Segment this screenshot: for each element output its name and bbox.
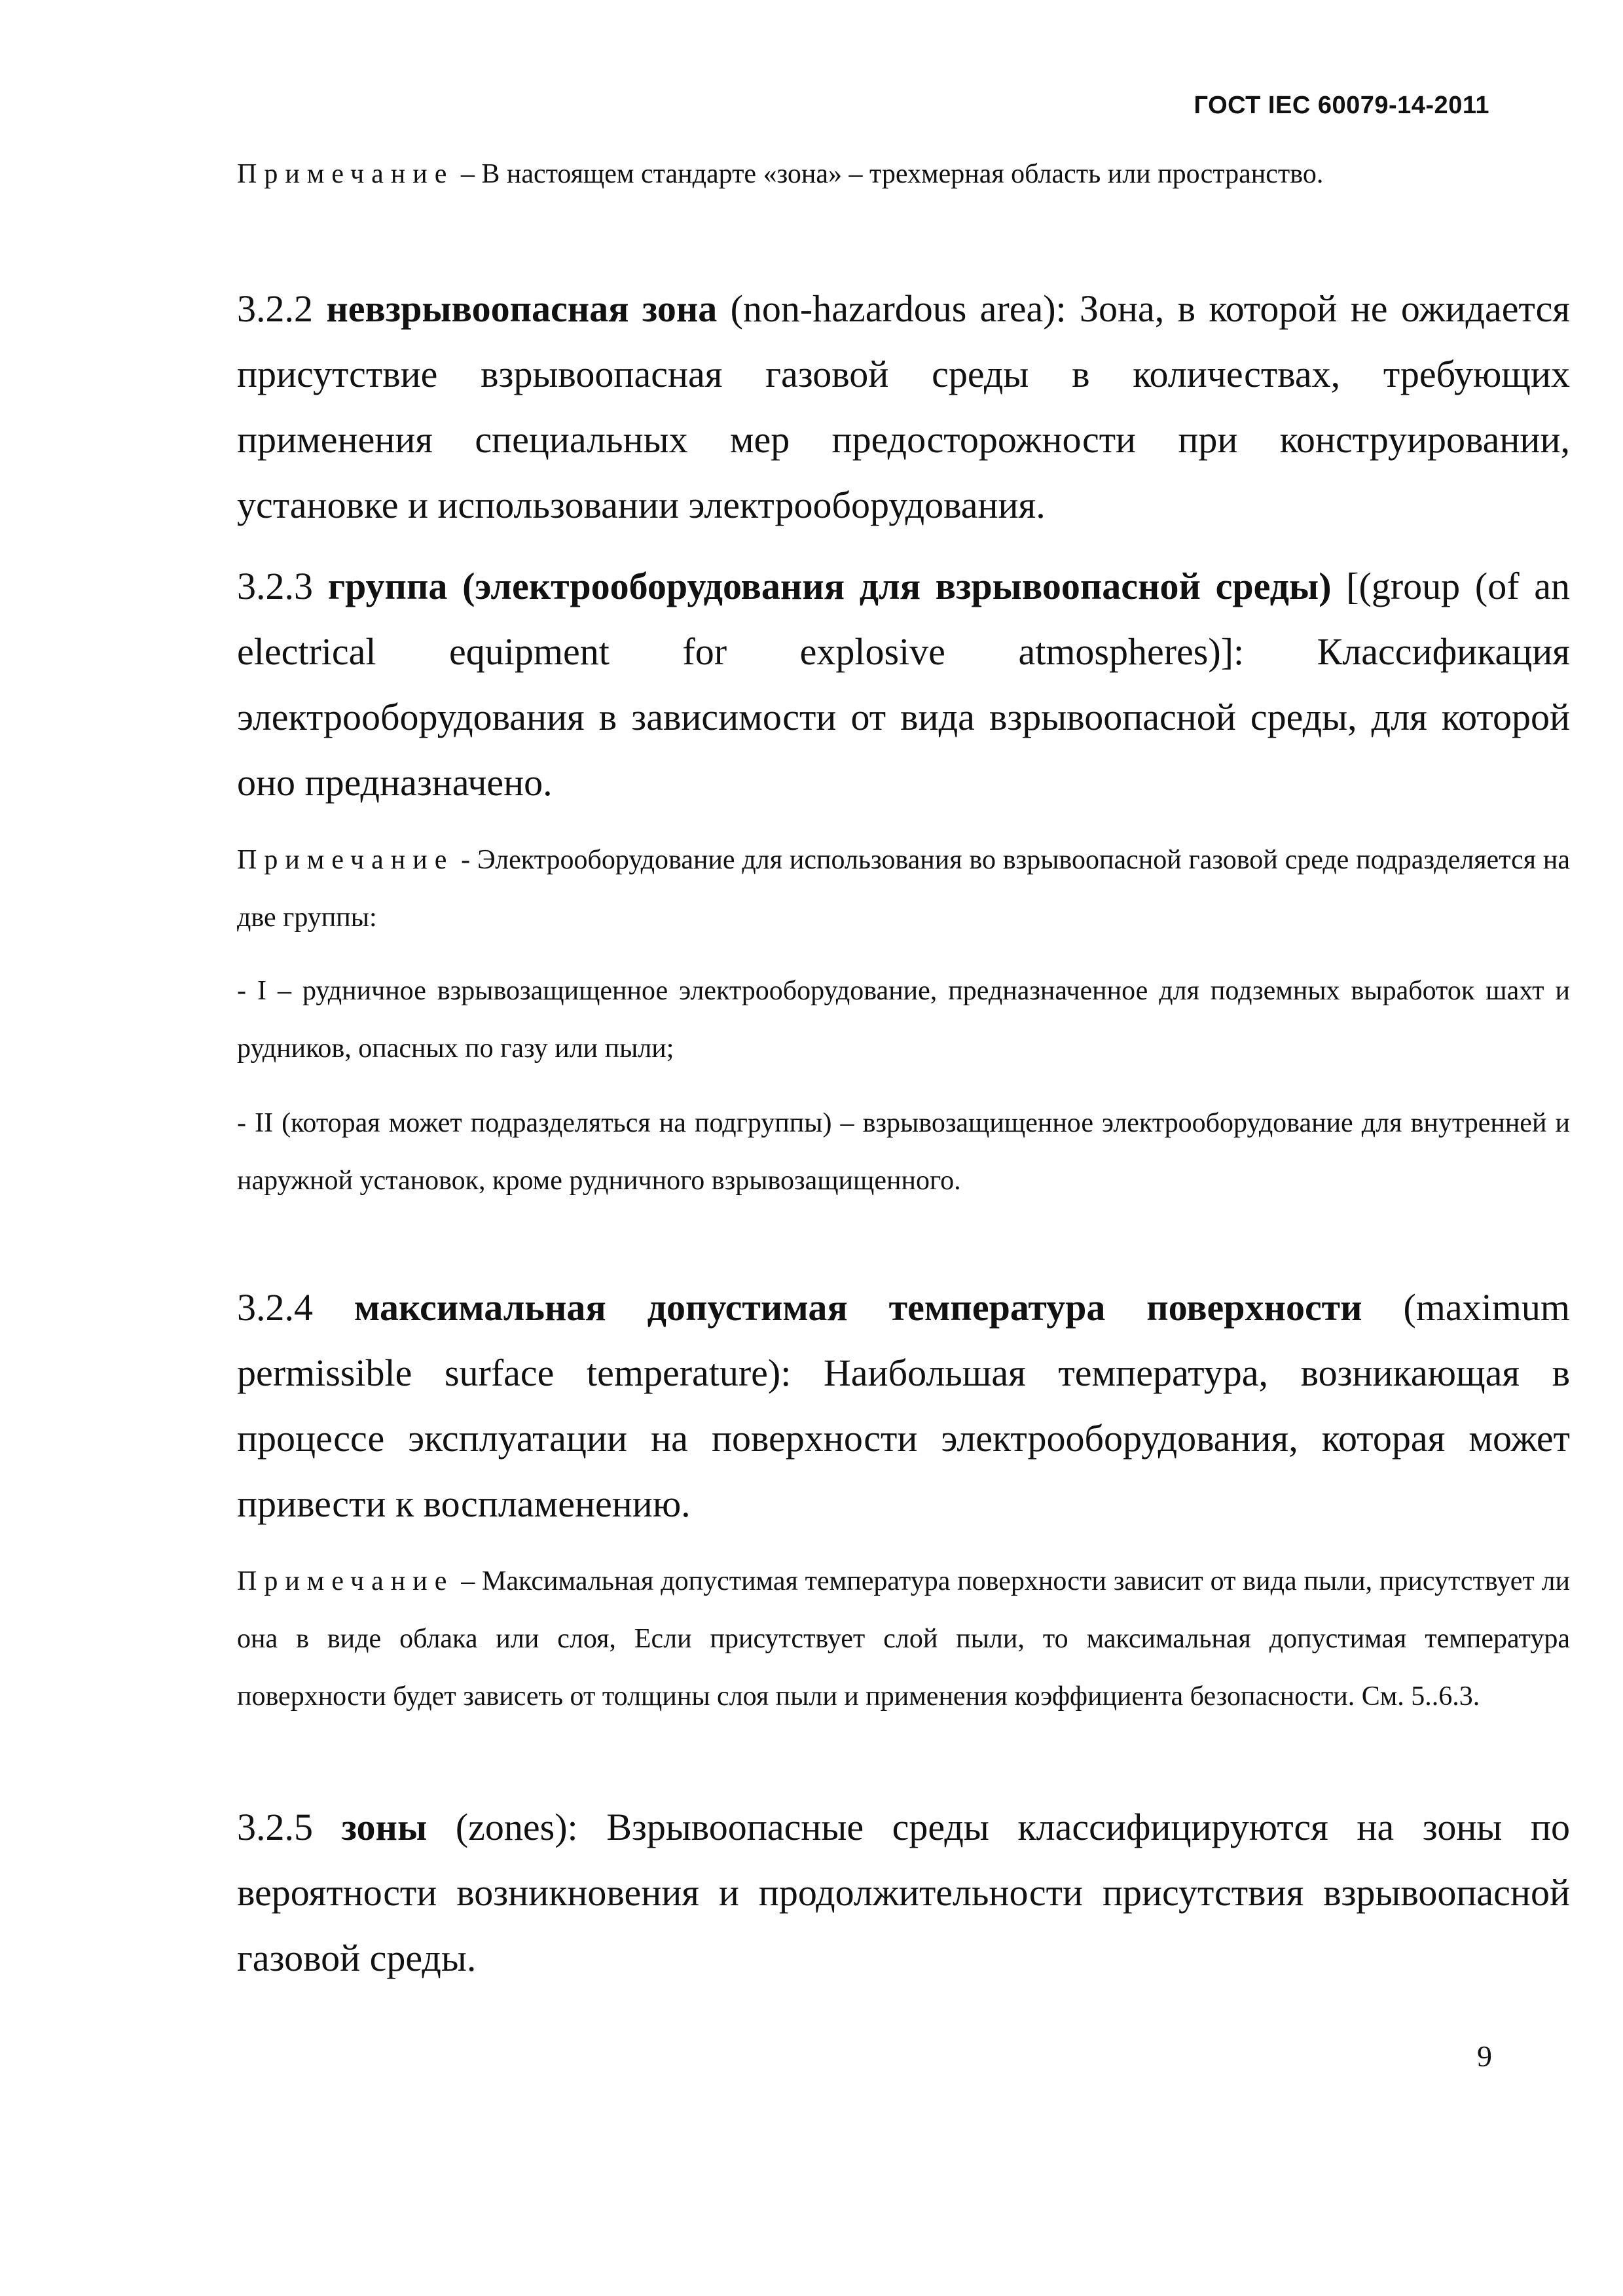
clause-text: (maximum permissible surface temperature): Наибольшая температура, возникающая в процессе эксплуатации на поверхности электрооборудования, которая может привести к воспламенению.	[237, 1286, 1571, 1525]
note-text: – В настоящем стандарте «зона» – трехмерная область или пространство.	[454, 159, 1324, 189]
note-label: Примечание	[237, 159, 454, 189]
note-text: - Электрооборудование для использования во взрывоопасной газовой среде подразделяется на две группы:	[237, 845, 1570, 933]
clause-term: максимальная допустимая температура поверхности	[354, 1286, 1362, 1329]
clause-text: (zones): Взрывоопасные среды классифицируются на зоны по вероятности возникновения и продолжительности присутствия взрывоопасной газовой среды.	[237, 1806, 1570, 1979]
clause-text: [(group (of an electrical equipment for explosive atmospheres)]: Классификация электрооборудования в зависимости от вида взрывоопасной среды, для которой оно предназначено.	[237, 565, 1570, 804]
list-item-group-ii: - II (которая может подразделяться на подгруппы) – взрывозащищенное электрооборудование для внутренней и наружной установок, кроме рудничного взрывозащищенного.	[237, 1108, 1570, 1196]
clause-number: 3.2.4	[237, 1286, 354, 1329]
page-number: 9	[1477, 2039, 1492, 2073]
clause-text: (non-hazardous area): Зона, в которой не ожидается присутствие взрывоопасная газовой среды в количествах, требующих применения специальных мер предосторожности при конструировании, установке и использовании электрооборудования.	[237, 287, 1571, 526]
document-header: ГОСТ IEC 60079-14-2011	[1194, 92, 1489, 119]
clause-3-2-4	[161, 1275, 1570, 1537]
note-groups	[161, 831, 1570, 946]
note-zone-definition	[161, 145, 1570, 203]
clause-number: 3.2.3	[237, 565, 328, 607]
clause-term: невзрывоопасная зона	[326, 287, 718, 330]
list-item-group-i: - I – рудничное взрывозащищенное электрооборудование, предназначенное для подземных выработок шахт и рудников, опасных по газу или пыли;	[237, 976, 1570, 1064]
clause-number: 3.2.5	[237, 1806, 342, 1848]
note-max-temperature	[161, 1552, 1570, 1725]
note-label: Примечание	[237, 1566, 454, 1596]
clause-term: зоны	[341, 1806, 428, 1848]
clause-number: 3.2.2	[237, 287, 327, 330]
note-label: Примечание	[237, 845, 454, 875]
clause-3-2-3	[161, 554, 1570, 816]
clause-3-2-5	[161, 1795, 1570, 1991]
clause-3-2-2	[161, 276, 1570, 538]
clause-term: группа (электрооборудования для взрывоопасной среды)	[327, 565, 1332, 607]
note-text: – Максимальная допустимая температура поверхности зависит от вида пыли, присутствует ли она в виде облака или слоя, Если присутствует слой пыли, то максимальная допустимая температура поверхности будет зависеть от толщины слоя пыли и применения коэффициента безопасности. См. 5..6.3.	[237, 1566, 1570, 1712]
